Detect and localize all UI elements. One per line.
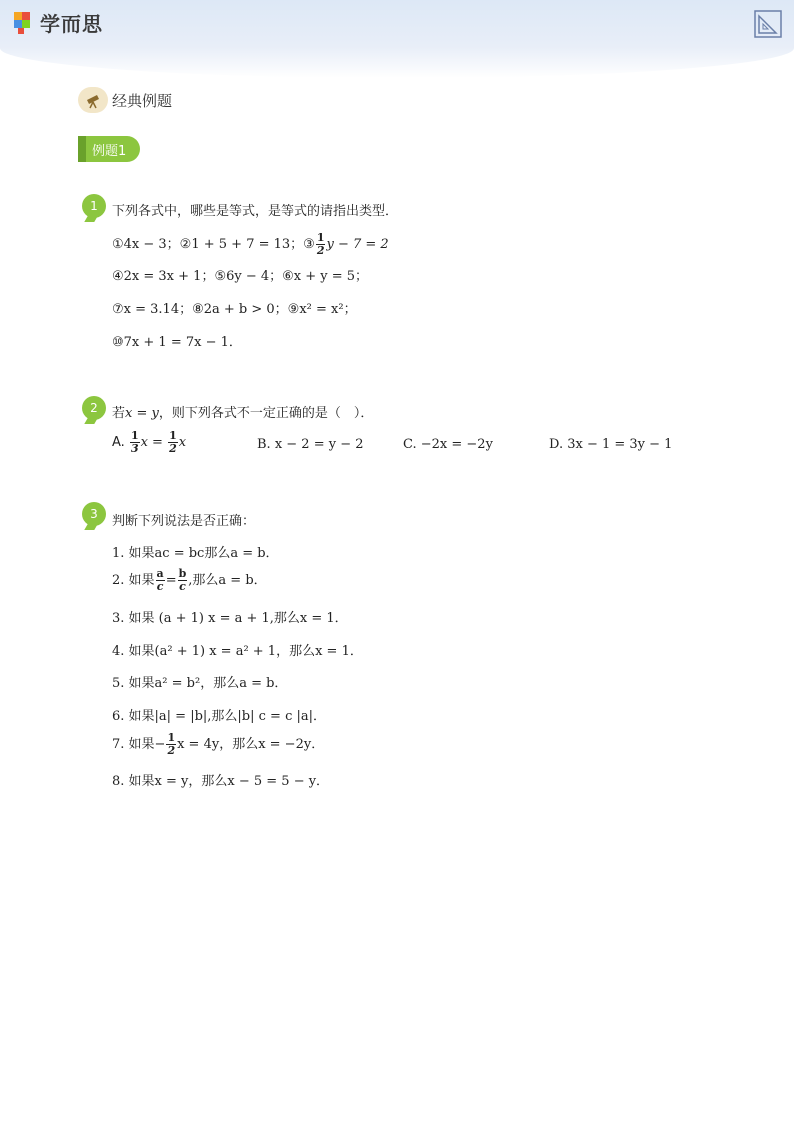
q2-option-a-mid: x = bbox=[140, 435, 163, 450]
q3-item-3: 3. 如果 (a + 1) x = a + 1,那么x = 1． bbox=[112, 611, 348, 626]
q1-line-1-text: ①4x − 3；②1 + 5 + 7 = 13；③ bbox=[112, 237, 315, 252]
example-tab: 例题1 bbox=[78, 136, 140, 162]
q3-i7-fn: 1 bbox=[167, 731, 176, 744]
q3-item-2 bbox=[112, 568, 267, 593]
q1-line-2: ④2x = 3x + 1；⑤6y − 4；⑥x + y = 5； bbox=[112, 269, 369, 284]
q3-i2-f2d: c bbox=[179, 580, 186, 593]
q3-item-4: 4. 如果(a² + 1) x = a² + 1，那么x = 1． bbox=[112, 644, 363, 659]
q1-stem: 下列各式中，哪些是等式，是等式的请指出类型． bbox=[112, 204, 399, 219]
q3-item-7-pre: 7. 如果− bbox=[112, 737, 166, 752]
q2-stem bbox=[112, 402, 373, 421]
section-title: 经典例题 bbox=[112, 91, 173, 110]
section-heading bbox=[78, 87, 172, 113]
q3-item-7 bbox=[112, 732, 324, 757]
q1-line-3: ⑦x = 3.14；⑧2a + b > 0；⑨x² = x²； bbox=[112, 302, 357, 317]
q2-option-b: B. x − 2 = y − 2 bbox=[257, 437, 364, 452]
q3-stem: 判断下列说法是否正确： bbox=[112, 514, 256, 529]
q3-i7-fd: 2 bbox=[167, 744, 176, 757]
q2-option-a-frac-1 bbox=[130, 430, 140, 455]
q3-item-8: 8. 如果x = y，那么x − 5 = 5 − y． bbox=[112, 774, 330, 789]
q3-item-2-mid: = bbox=[165, 573, 177, 588]
q3-i2-f1d: c bbox=[156, 580, 164, 593]
q3-item-7-frac bbox=[166, 732, 176, 757]
header-band bbox=[0, 0, 794, 78]
q2-stem-pre: 若 bbox=[112, 406, 126, 421]
q3-item-2-pre: 2. 如果 bbox=[112, 573, 155, 588]
question-number-3: 3 bbox=[82, 502, 106, 526]
q3-item-1: 1. 如果ac = bc那么a = b． bbox=[112, 546, 279, 561]
q2-option-a-label: A. bbox=[112, 435, 125, 450]
q1-fraction bbox=[316, 232, 326, 257]
telescope-icon bbox=[78, 87, 108, 113]
q1-line-4: ⑩7x + 1 = 7x − 1． bbox=[112, 335, 242, 350]
brand-logo bbox=[14, 8, 103, 37]
q2-a-frac1-den: 3 bbox=[130, 442, 139, 455]
q3-item-6: 6. 如果|a| = |b|,那么|b| c = c |a|． bbox=[112, 709, 326, 724]
q3-item-2-frac-2 bbox=[178, 568, 188, 593]
q2-stem-post: ，则下列各式不一定正确的是（ ）． bbox=[158, 406, 374, 421]
q2-option-c: C. −2x = −2y bbox=[403, 437, 493, 452]
q3-i2-f1n: a bbox=[156, 567, 164, 580]
q2-stem-math: x = y bbox=[125, 406, 159, 421]
q1-line-1-tail: y − 7 = 2 bbox=[326, 237, 389, 252]
ruler-triangle-icon bbox=[754, 10, 782, 38]
q1-frac-den: 2 bbox=[316, 244, 325, 257]
question-number-2: 2 bbox=[82, 396, 106, 420]
q2-option-a bbox=[112, 430, 186, 455]
q3-item-2-end: ,那么a = b． bbox=[188, 573, 267, 588]
q3-item-5: 5. 如果a² = b²，那么a = b． bbox=[112, 676, 288, 691]
q2-a-frac2-den: 2 bbox=[169, 442, 177, 455]
q1-frac-num: 1 bbox=[316, 231, 325, 244]
q1-line-1 bbox=[112, 232, 389, 257]
q2-option-a-frac-2 bbox=[168, 430, 178, 455]
logo-mark-icon bbox=[14, 10, 36, 36]
q3-i2-f2n: b bbox=[178, 567, 187, 580]
q2-option-a-end: x bbox=[178, 435, 187, 450]
q3-item-7-end: x = 4y，那么x = −2y． bbox=[177, 737, 325, 752]
question-number-1: 1 bbox=[82, 194, 106, 218]
brand-name: 学而思 bbox=[40, 12, 103, 36]
q2-a-frac2-num: 1 bbox=[169, 429, 177, 442]
q3-item-2-frac-1 bbox=[156, 568, 165, 593]
q2-a-frac1-num: 1 bbox=[130, 429, 139, 442]
q2-option-d: D. 3x − 1 = 3y − 1 bbox=[549, 437, 673, 452]
